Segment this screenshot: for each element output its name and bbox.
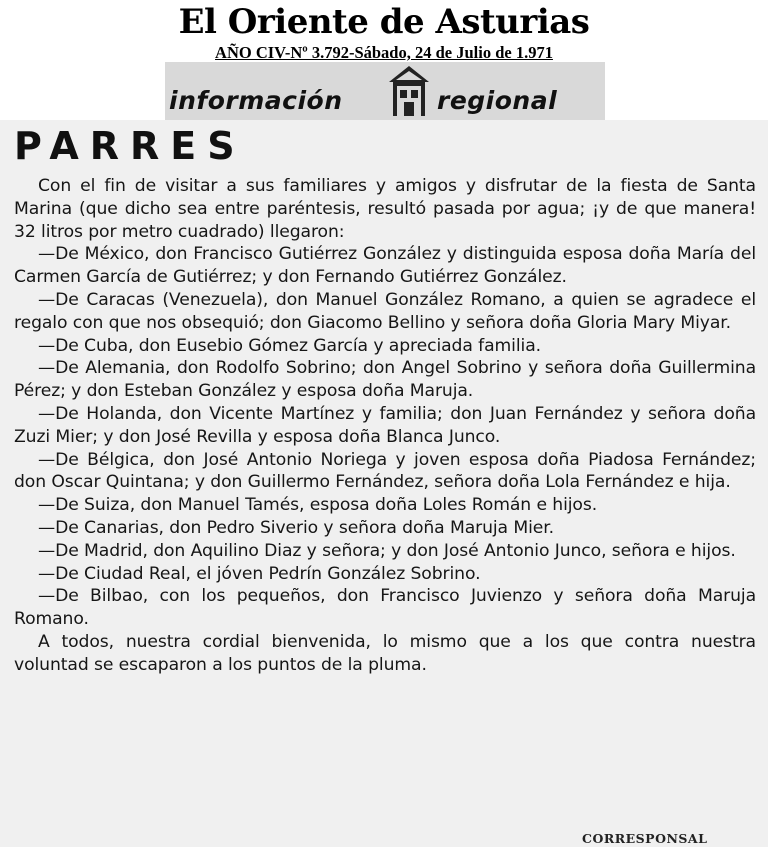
paragraph: Con el fin de visitar a sus familiares y amigos y disfrutar de la fiesta de Santa Marina (que dicho sea entre paréntesis, resultó pasada por agua; ¡y de que manera! 32 litros por metro cuadrado) llegaron: [14, 176, 756, 242]
paragraph: —De Ciudad Real, el jóven Pedrín González Sobrino. [38, 563, 481, 584]
author-signature: CORRESPONSAL [582, 831, 708, 846]
paragraph: —De Holanda, don Vicente Martínez y familia; don Juan Fernández y señora doña Zuzi Mier; y don José Revilla y esposa doña Blanca Junco. [14, 403, 756, 447]
news-clipping [0, 120, 768, 847]
paragraph: —De Cuba, don Eusebio Gómez García y apreciada familia. [38, 335, 541, 356]
article-title: PARRES [14, 124, 246, 168]
section-label-left: información [169, 86, 343, 115]
paragraph: —De Suiza, don Manuel Tamés, esposa doña Loles Román e hijos. [38, 495, 598, 516]
section-label-right: regional [437, 86, 558, 115]
paragraph: —De Bilbao, con los pequeños, don Francisco Juvienzo y señora doña Maruja Romano. [14, 586, 756, 630]
issue-date-text: AÑO CIV-Nº 3.792-Sábado, 24 de Julio de 1.971 [215, 43, 553, 62]
article-body [14, 175, 756, 677]
paragraph: —De Alemania, don Rodolfo Sobrino; don Angel Sobrino y señora doña Guillermina Pérez; y don Esteban González y esposa doña Maruja. [14, 358, 756, 402]
paragraph: —De México, don Francisco Gutiérrez González y distinguida esposa doña María del Carmen García de Gutiérrez; y don Fernando Gutiérrez González. [14, 244, 756, 288]
newspaper-title: El Oriente de Asturias [178, 2, 590, 42]
paragraph: —De Canarias, don Pedro Siverio y señora doña Maruja Mier. [38, 517, 554, 538]
paragraph: —De Bélgica, don José Antonio Noriega y joven esposa doña Piadosa Fernández; don Oscar Quintana; y don Guillermo Fernández, señora doña Lola Fernández e hija. [14, 449, 756, 493]
masthead [0, 0, 768, 120]
issue-date-line [0, 43, 768, 63]
paragraph: —De Caracas (Venezuela), don Manuel González Romano, a quien se agradece el regalo con que nos obsequió; don Giacomo Bellino y señora doña Gloria Mary Miyar. [14, 289, 756, 333]
paragraph: A todos, nuestra cordial bienvenida, lo mismo que a los que contra nuestra voluntad se escaparon a los puntos de la pluma. [14, 631, 756, 675]
paragraph: —De Madrid, don Aquilino Diaz y señora; y don José Antonio Junco, señora e hijos. [38, 540, 736, 561]
section-banner [165, 62, 605, 120]
house-icon [387, 64, 431, 118]
